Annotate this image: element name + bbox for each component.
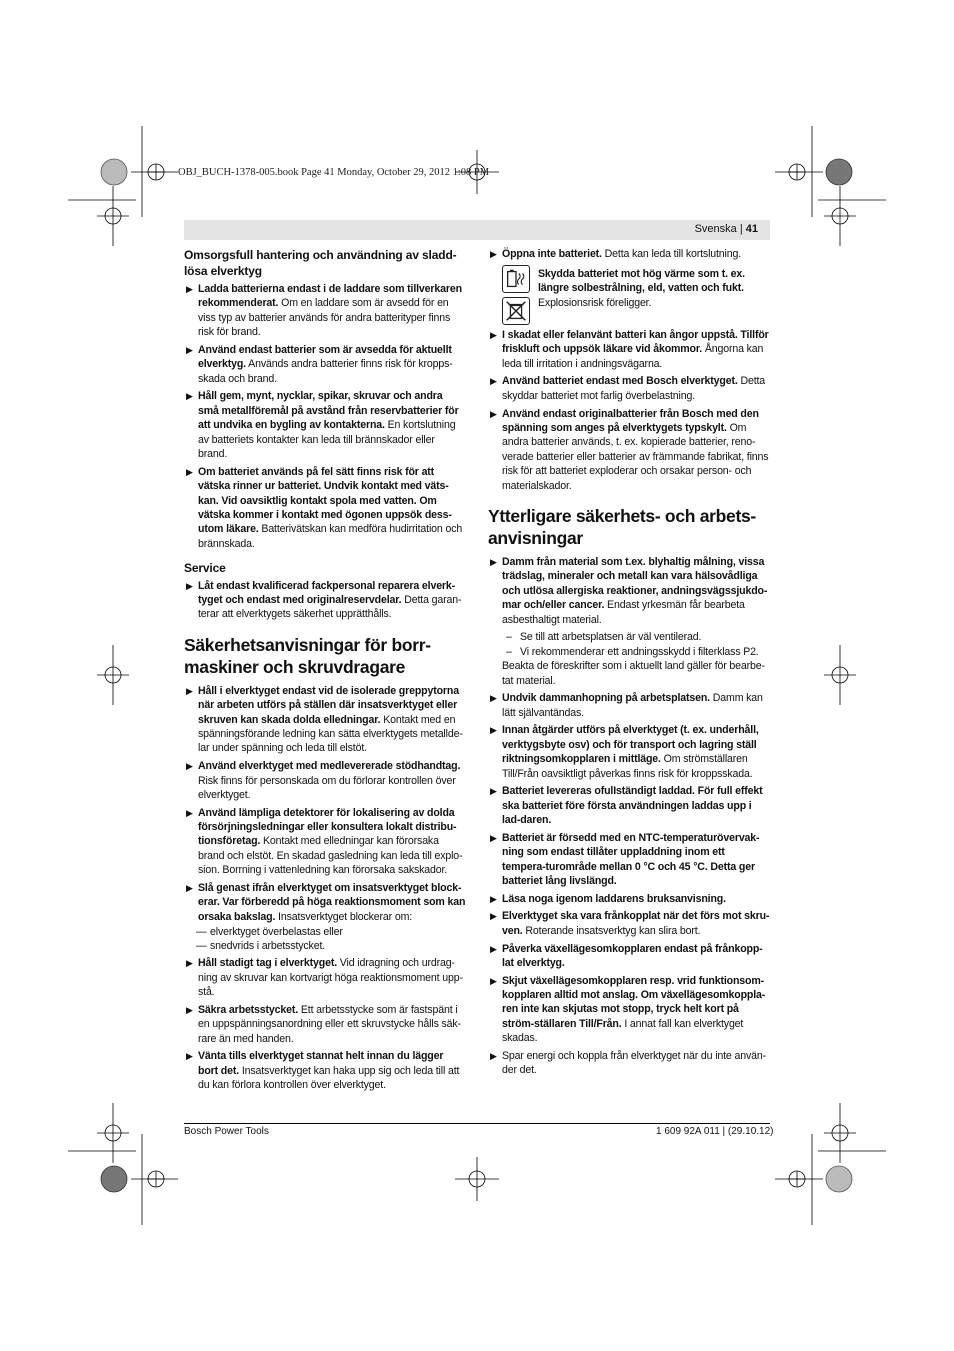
section2-list (184, 684, 466, 924)
list-item (488, 942, 770, 971)
footer-left: Bosch Power Tools (184, 1126, 269, 1137)
bullet-icon: ▶ (186, 580, 193, 591)
item-text: Detta skyddar batteriet mot farlig överbelastning. (502, 375, 766, 402)
bullet-icon: ▶ (186, 807, 193, 818)
bullet-icon: ▶ (186, 685, 193, 696)
item-text: Batterivätskan kan medföra hudirritation och brännskada. (198, 523, 463, 550)
print-slug: OBJ_BUCH-1378-005.book Page 41 Monday, October 29, 2012 1:08 PM (178, 167, 490, 178)
item-bold: Använd endast batterier som är avsedda för aktuellt elverktyg. (198, 343, 452, 371)
list-item (184, 684, 466, 756)
dash-icon: – (506, 645, 512, 658)
right-top-list (488, 247, 770, 261)
list-item (184, 881, 466, 924)
bullet-icon: ▶ (490, 249, 497, 259)
page-header-bar (184, 220, 770, 240)
item-bold: I skadat eller felanvänt batteri kan ångor uppstå. Tillför friskluft och uppsök läkare vid åkommor. (502, 328, 769, 356)
section2-title: Säkerhetsanvisningar för borr-maskiner och skruvdragare (184, 634, 431, 677)
dash-item (184, 925, 466, 939)
footer-rule (184, 1123, 770, 1124)
item-text: Kontakt med elledningar kan förorsaka brand och elstöt. En skadad gasledning kan leda till explo-sion. Borrning i vattenledning kan förorsaka sakskador. (198, 835, 463, 877)
battery-warning-text: Explosionsrisk föreligger. (538, 296, 652, 309)
battery-warning-note (488, 265, 770, 310)
dash-icon: – (506, 631, 512, 644)
item-text: Damm kan lätt självantändas. (502, 692, 763, 719)
bullet-icon: ▶ (490, 725, 497, 736)
list-item (488, 892, 770, 906)
dash-text: Se till att arbetsplatsen är väl ventilerad. (520, 631, 702, 644)
item-text: Kontakt med en spänningsförande ledning kan sätta elverktygets metallde-lar under spänning och leda till elstöt. (198, 713, 463, 755)
item-text: Används andra batterier finns risk för kropps-skada och brand. (198, 358, 453, 385)
item-text: Ångorna kan leda till irritation i andningsvägarna. (502, 343, 764, 370)
item-text: Om en laddare som är avsedd för en viss typ av batterier används för andra batterityper finns risk för brand. (198, 297, 451, 339)
item-bold: Damm från material som t.ex. blyhaltig målning, vissa trädslag, mineraler och metall kan vara hälsovådliga och utlösa allergiska reaktioner, andningsvägssjukdo-mar och/eller cancer. (502, 555, 768, 612)
item-text: Om strömställaren Till/Från oavsiktligt påverkas finns risk för kroppsskada. (502, 753, 753, 780)
item-bold: Skjut växellägesomkopplaren resp. vrid funktionsom-kopplaren alltid mot anslag. Om växellägesomkoppla-ren inte kan skjutas mot stopp, tryck helt kort på ström-ställaren Till/Från. (502, 974, 766, 1030)
bullet-icon: ▶ (490, 943, 497, 954)
bullet-icon: ▶ (186, 466, 193, 477)
crossed-bin-icon (502, 297, 530, 325)
item-text: Endast yrkesmän får bearbeta asbesthaltigt material. (502, 599, 745, 626)
section-title: Omsorgsfull hantering och användning av sladd-lösa elverktyg (184, 248, 457, 278)
item-bold: Innan åtgärder utförs på elverktyget (t. ex. underhåll, verktygsbyte osv) och för transport och lagring ställ riktningsomkopplaren i mittläge. (502, 724, 759, 766)
item-text: Vid idragning och urdrag-ning av skruvar kan kortvarigt höga reaktionsmoment upp-stå. (198, 957, 463, 999)
list-item (184, 956, 466, 999)
left-column (184, 247, 466, 1096)
list-item (488, 909, 770, 938)
service-title: Service (184, 561, 226, 576)
item-text: En kortslutning av batteriets kontakter kan leda till brännskador eller brand. (198, 419, 456, 461)
battery-heat-warning-icon (502, 265, 530, 293)
item-bold: Låt endast kvalificerad fackpersonal reparera elverk-tyget och endast med originalreservdelar. (198, 579, 456, 607)
dash-text: Vi rekommenderar ett andningsskydd i filterklass P2. (520, 645, 759, 658)
battery-warning-bold: Skydda batteriet mot hög värme som t. ex. längre solbestrålning, eld, vatten och fukt. (538, 267, 745, 295)
list-item (184, 465, 466, 551)
list-item (488, 691, 770, 720)
item-bold: Använd endast originalbatterier från Bosch med den spänning som anges på elverktygets typskylt. (502, 407, 759, 434)
item-bold: Slå genast ifrån elverktyget om insatsverktyget block-erar. Var förberedd på höga reaktionsmoment som kan orsaka bakslag. (198, 882, 466, 923)
item-bold: Påverka växellägesomkopplaren endast på frånkopp-lat elverktyg. (502, 942, 763, 969)
item-text: Detta kan leda till kortslutning. (601, 248, 742, 260)
bullet-icon: ▶ (186, 958, 193, 969)
item-bold: Batteriet levereras ofulIständigt laddad. För full effekt ska batteriet före första användningen laddas upp i lad-daren. (502, 785, 763, 827)
bullet-icon: ▶ (490, 832, 497, 843)
footer-right: 1 609 92A 011 | (29.10.12) (656, 1126, 774, 1137)
item-text: Spar energi och koppla från elverktyget när du inte använ-der det. (502, 1049, 766, 1077)
bullet-icon: ▶ (186, 344, 193, 355)
dash-item (488, 630, 770, 644)
item-bold: Undvik dammanhopning på arbetsplatsen. (502, 692, 710, 705)
tip-item (488, 1049, 770, 1078)
item-bold: Använd lämpliga detektorer för lokalisering av dolda försörjningsledningar eller konsultera lokalt distribu-tionsföretag. (198, 806, 457, 848)
bullet-icon: ▶ (186, 1004, 193, 1015)
list-item (488, 974, 770, 1046)
item-bold: Elverktyget ska vara frånkopplat när det förs mot skru-ven. (502, 910, 770, 937)
bullet-icon: ▶ (490, 693, 497, 704)
bullet-icon: ▶ (186, 883, 193, 893)
item-text: I annat fall kan elverktyget skadas. (502, 1017, 744, 1045)
bullet-icon: ▶ (186, 284, 193, 294)
item-bold: Batteriet är försedd med en NTC-temperaturövervak-ning som endast tillåter uppladdning inom ett tempera-turområde mellan 0 °C och 45 °C. Detta ger batteriet lång livslängd. (502, 831, 760, 887)
section3-title: Ytterligare säkerhets- och arbets-anvisningar (488, 505, 756, 548)
dash-item (184, 939, 466, 953)
bullet-icon: ▶ (490, 556, 497, 567)
item-bold: Håll stadigt tag i elverktyget. (198, 957, 337, 970)
list-item (184, 1003, 466, 1046)
item-bold: Använd elverktyget med medlevererade stödhandtag. (198, 760, 461, 773)
dash-icon: — (196, 925, 207, 938)
item-text: Insatsverktyget blockerar om: (275, 910, 413, 923)
bullet-icon: ▶ (186, 1051, 193, 1062)
list-item (184, 343, 466, 386)
item-bold: Om batteriet används på fel sätt finns risk för att vätska rinner ur batteriet. Undvik kontakt med väts-kan. Vid oavsiktlig kontakt spola med vatten. Om vätska kommer i kontakt med ögonen uppsök dess-utom läkare. (198, 465, 452, 536)
bullet-icon: ▶ (490, 408, 497, 419)
dust-dash-list (488, 630, 770, 659)
item-bold: Vänta tills elverktyget stannat helt innan du lägger bort det. (198, 1050, 444, 1077)
item-text: Insatsverktyget kan haka upp sig och leda till att du kan förlora kontrollen över elverktyget. (198, 1064, 460, 1092)
blocking-dash-list (184, 925, 466, 954)
header-separator: | (736, 223, 746, 235)
service-list (184, 579, 466, 622)
item-bold: Använd batteriet endast med Bosch elverktyget. (502, 375, 738, 388)
item-text: Ett arbetsstycke som är fastspänt i en uppspänningsanordning eller ett skruvstycke hålls säk-rare än med handen. (198, 1003, 461, 1045)
dash-text: snedvrids i arbetsstycket. (210, 939, 326, 952)
right-column (488, 247, 770, 1081)
list-item (488, 784, 770, 827)
list-item (184, 759, 466, 802)
right-list-b (488, 691, 770, 1045)
page-number: 41 (745, 223, 758, 235)
list-item (184, 579, 466, 622)
bullet-icon: ▶ (490, 376, 497, 387)
list-item (184, 389, 466, 461)
bullet-icon: ▶ (490, 911, 497, 922)
dash-icon: — (196, 939, 207, 952)
list-item (184, 1049, 466, 1092)
right-list-a (488, 328, 770, 493)
item-text: Risk finns för personskada om du förlorar kontrollen över elverktyget. (198, 774, 456, 801)
section2b-list (184, 956, 466, 1092)
item-text: Om andra batterier används, t. ex. kopierade batterier, reno-verade batterier eller batterier av främmande fabrikat, finns risk för att batteriet exploderar och orsakar person- och materialskador. (502, 421, 769, 492)
list-item (184, 282, 466, 340)
item-bold: Håll gem, mynt, nycklar, spikar, skruvar och andra små metallföremål på avstånd från reservbatterier för att undvika en bygling av kontakterna. (198, 390, 459, 432)
item-bold: Håll i elverktyget endast vid de isolerade greppytorna när arbeten utförs på ställen där insatsverktyget eller skruven kan skada dolda elledningar. (198, 684, 459, 726)
item-bold: Ladda batterierna endast i de laddare som tillverkaren rekommenderat. (198, 283, 462, 310)
dust-note: Beakta de föreskrifter som i aktuellt land gäller för bearbe-tat material. (502, 660, 765, 687)
list-item (184, 806, 466, 878)
list-item (488, 374, 770, 403)
dash-item (488, 645, 770, 659)
list-item (488, 247, 770, 261)
item-bold: Läsa noga igenom laddarens bruksanvisning. (502, 892, 726, 905)
bullet-icon: ▶ (490, 786, 497, 797)
bullet-icon: ▶ (490, 893, 497, 904)
item-bold: Öppna inte batteriet. (502, 248, 602, 260)
page-header (695, 223, 758, 235)
header-language: Svenska (694, 223, 737, 235)
section1-list (184, 282, 466, 551)
list-item (488, 555, 770, 627)
dash-text: elverktyget överbelastas eller (210, 925, 343, 938)
list-item (488, 328, 770, 371)
bullet-icon: ▶ (186, 761, 193, 772)
list-item (488, 831, 770, 889)
list-item (488, 407, 770, 493)
list-item (488, 723, 770, 781)
bullet-icon: ▶ (490, 1050, 497, 1061)
bullet-icon: ▶ (490, 329, 497, 340)
bullet-icon: ▶ (490, 975, 497, 986)
bullet-icon: ▶ (186, 391, 193, 402)
item-bold: Säkra arbetsstycket. (198, 1003, 299, 1016)
item-text: Detta garan-terar att elverktygets säkerhet upprätthålls. (198, 594, 462, 621)
item-text: Roterande insatsverktyg kan slira bort. (522, 924, 701, 937)
